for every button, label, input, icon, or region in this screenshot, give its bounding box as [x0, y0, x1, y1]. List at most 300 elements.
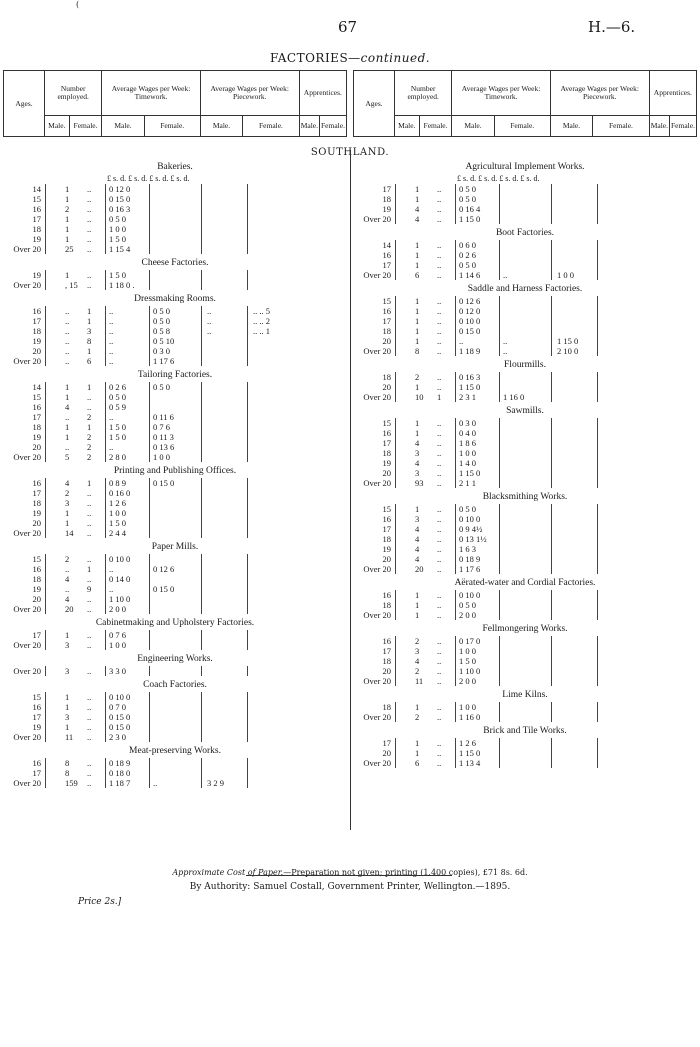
region-heading: SOUTHLAND. [310, 147, 390, 158]
female-count-cell: .. [87, 270, 92, 280]
column-rule [597, 636, 598, 686]
female-count-cell: .. [87, 640, 92, 650]
age-cell: Over 20 [363, 214, 391, 224]
male-count-cell: 1 [65, 508, 70, 518]
female-count-cell: .. [437, 600, 442, 610]
age-cell: 16 [382, 590, 391, 600]
table-section [353, 358, 697, 404]
timework-male-cell: 0 12 0 [459, 306, 481, 316]
male-count-cell: 1 [415, 702, 420, 712]
table-row [353, 418, 697, 428]
column-rule [45, 666, 46, 676]
male-count-cell: 1 [65, 722, 70, 732]
column-rule [499, 702, 500, 722]
timework-male-cell: 1 18 0 . [109, 280, 135, 290]
female-count-cell: .. [87, 702, 92, 712]
column-rule [149, 306, 150, 366]
timework-male-cell: 1 16 0 [459, 712, 481, 722]
table-row [353, 392, 697, 402]
age-cell: Over 20 [363, 478, 391, 488]
column-rule [597, 184, 598, 224]
timework-male-cell: 0 8 9 [109, 478, 126, 488]
male-count-cell: 1 [415, 336, 420, 346]
female-count-cell: .. [87, 722, 92, 732]
column-rule [551, 702, 552, 722]
male-count-cell: .. [65, 346, 70, 356]
column-rule [45, 630, 46, 650]
male-count-cell: 11 [65, 732, 74, 742]
age-cell: 19 [32, 234, 41, 244]
table-row [353, 326, 697, 336]
column-rule [247, 306, 248, 366]
header-number-employed: Number employed. [45, 71, 102, 116]
table-section [353, 724, 697, 770]
male-count-cell: 25 [65, 244, 74, 254]
female-count-cell: .. [87, 528, 92, 538]
age-cell: 19 [382, 544, 391, 554]
table-row [353, 306, 697, 316]
table-section [3, 652, 347, 678]
male-count-cell: 3 [415, 646, 420, 656]
age-cell: 14 [382, 240, 391, 250]
male-count-cell: 2 [65, 554, 70, 564]
female-count-cell: 1 [87, 422, 92, 432]
age-cell: 20 [382, 554, 391, 564]
timework-male-cell: .. [109, 336, 114, 346]
table-row [3, 316, 347, 326]
female-count-cell: .. [437, 666, 442, 676]
column-rule [149, 758, 150, 788]
age-cell: 17 [32, 630, 41, 640]
column-rule [105, 758, 106, 788]
age-cell: 20 [382, 748, 391, 758]
table-row [3, 336, 347, 346]
column-rule [455, 738, 456, 768]
timework-male-cell: 1 5 0 [109, 422, 126, 432]
male-count-cell: 8 [65, 758, 70, 768]
column-rule [149, 478, 150, 538]
column-rule [597, 418, 598, 488]
timework-male-cell: 0 5 0 [459, 504, 476, 514]
piecework-cell: .. [207, 306, 212, 316]
age-cell: 17 [382, 184, 391, 194]
female-count-cell: .. [437, 590, 442, 600]
section-title: Cheese Factories. [141, 258, 209, 268]
table-row [3, 528, 347, 538]
timework-male-cell: 0 12 0 [109, 184, 131, 194]
female-count-cell: .. [437, 346, 442, 356]
age-cell: Over 20 [363, 270, 391, 280]
male-count-cell: 1 [415, 428, 420, 438]
age-cell: 20 [32, 442, 41, 452]
table-row [3, 234, 347, 244]
female-count-cell: .. [87, 234, 92, 244]
female-count-cell: .. [87, 554, 92, 564]
column-rule [455, 184, 456, 224]
column-rule [45, 184, 46, 254]
table-row [353, 758, 697, 768]
male-count-cell: .. [65, 442, 70, 452]
female-count-cell: .. [437, 636, 442, 646]
male-count-cell: 1 [415, 260, 420, 270]
timework-male-cell: 2 0 0 [109, 604, 126, 614]
male-count-cell: 1 [415, 418, 420, 428]
currency-header: £ s. d. £ s. d. £ s. d. £ s. d. [457, 174, 540, 183]
male-count-cell: 4 [415, 534, 420, 544]
female-count-cell: 1 [87, 382, 92, 392]
column-rule [597, 296, 598, 356]
male-count-cell: 1 [65, 692, 70, 702]
table-row [3, 712, 347, 722]
timework-male-cell: 0 17 0 [459, 636, 481, 646]
timework-male-cell: .. [109, 412, 114, 422]
apprentice-cell: .. .. 2 [253, 316, 270, 326]
table-row [353, 600, 697, 610]
age-cell: 18 [32, 574, 41, 584]
timework-male-cell: 1 10 0 [459, 666, 481, 676]
table-row [353, 656, 697, 666]
male-count-cell: 1 [65, 194, 70, 204]
column-rule [105, 270, 106, 290]
table-row [353, 564, 697, 574]
timework-female-cell: 0 5 10 [153, 336, 175, 346]
table-row [353, 372, 697, 382]
timework-male-cell: 0 2 6 [109, 382, 126, 392]
female-count-cell: .. [437, 712, 442, 722]
female-count-cell: .. [87, 518, 92, 528]
column-rule [105, 666, 106, 676]
female-count-cell: .. [437, 544, 442, 554]
column-rule [105, 184, 106, 254]
age-cell: 16 [382, 250, 391, 260]
column-rule [105, 306, 106, 366]
timework-male-cell: 1 18 7 [109, 778, 131, 788]
male-count-cell: .. [65, 316, 70, 326]
male-count-cell: .. [65, 326, 70, 336]
age-cell: 18 [382, 448, 391, 458]
timework-male-cell: .. [109, 584, 114, 594]
table-row [353, 382, 697, 392]
section-title: Boot Factories. [495, 228, 555, 238]
table-section [3, 616, 347, 652]
table-row [353, 676, 697, 686]
age-cell: Over 20 [13, 604, 41, 614]
column-rule [455, 372, 456, 402]
margin-mark: ( [76, 0, 80, 9]
age-cell: 17 [382, 316, 391, 326]
table-section [353, 490, 697, 576]
female-count-cell: .. [437, 296, 442, 306]
timework-female-cell: 0 11 3 [153, 432, 174, 442]
section-title: Agricultural Implement Works. [465, 162, 585, 172]
table-row [353, 702, 697, 712]
age-cell: 17 [32, 768, 41, 778]
male-count-cell: 1 [65, 184, 70, 194]
column-rule [499, 372, 500, 402]
female-count-cell: .. [437, 646, 442, 656]
age-cell: 17 [382, 646, 391, 656]
column-rule [395, 738, 396, 768]
timework-female-cell: .. [503, 270, 508, 280]
age-cell: 16 [32, 564, 41, 574]
age-cell: Over 20 [13, 244, 41, 254]
female-count-cell: 8 [87, 336, 92, 346]
table-row [353, 534, 697, 544]
male-count-cell: 1 [415, 194, 420, 204]
section-title: Engineering Works. [137, 654, 213, 664]
age-cell: 16 [382, 306, 391, 316]
column-rule [395, 184, 396, 224]
male-count-cell: 1 [415, 610, 420, 620]
age-cell: 20 [382, 336, 391, 346]
table-row [3, 478, 347, 488]
header-timework: Average Wages per Week: Timework. [102, 71, 200, 116]
male-count-cell: 2 [415, 712, 420, 722]
timework-male-cell: 0 10 0 [109, 554, 131, 564]
timework-female-cell: .. [153, 778, 158, 788]
timework-female-cell: 0 5 8 [153, 326, 170, 336]
male-count-cell: 2 [65, 488, 70, 498]
male-count-cell: 4 [65, 402, 70, 412]
table-row [353, 590, 697, 600]
age-cell: 15 [382, 296, 391, 306]
age-cell: Over 20 [363, 346, 391, 356]
age-cell: 19 [32, 336, 41, 346]
male-count-cell: 1 [415, 600, 420, 610]
male-count-cell: 1 [415, 382, 420, 392]
timework-female-cell: 0 13 6 [153, 442, 175, 452]
timework-female-cell: 0 5 0 [153, 382, 170, 392]
female-count-cell: .. [87, 392, 92, 402]
timework-male-cell: 1 15 0 [459, 468, 481, 478]
male-count-cell: 20 [415, 564, 424, 574]
column-rule [395, 418, 396, 488]
column-rule [45, 478, 46, 538]
male-count-cell: 5 [65, 452, 70, 462]
column-rule [45, 382, 46, 462]
table-section [3, 744, 347, 790]
female-count-cell: .. [87, 402, 92, 412]
table-header-right: Ages. Number employed. Average Wages per Week: Timework. Average Wages per Week: Piecework. Apprentices. Male. Female. Male. Female. Male. Female. Male. Female. [353, 70, 697, 137]
column-rule [551, 590, 552, 620]
age-cell: 19 [32, 508, 41, 518]
male-count-cell: .. [65, 356, 70, 366]
age-cell: 20 [382, 468, 391, 478]
timework-female-cell: 1 17 6 [153, 356, 175, 366]
male-count-cell: 3 [415, 468, 420, 478]
column-rule [149, 270, 150, 290]
female-count-cell: 2 [87, 412, 92, 422]
column-rule [551, 296, 552, 356]
age-cell: 16 [32, 204, 41, 214]
age-cell: 19 [32, 432, 41, 442]
age-cell: 17 [32, 712, 41, 722]
timework-male-cell: 0 5 0 [109, 392, 126, 402]
section-title: Tailoring Factories. [137, 370, 213, 380]
male-count-cell: .. [65, 336, 70, 346]
timework-male-cell: 1 18 9 [459, 346, 481, 356]
age-cell: 18 [32, 422, 41, 432]
column-rule [201, 554, 202, 614]
timework-male-cell: 1 15 0 [459, 382, 481, 392]
male-count-cell: 6 [415, 270, 420, 280]
age-cell: 18 [32, 498, 41, 508]
currency-header: £ s. d. £ s. d. £ s. d. £ s. d. [107, 174, 190, 183]
table-row [3, 326, 347, 336]
female-count-cell: .. [87, 498, 92, 508]
table-row [353, 646, 697, 656]
table-row [353, 250, 697, 260]
timework-male-cell: 2 3 0 [109, 732, 126, 742]
timework-male-cell: 0 15 0 [109, 712, 131, 722]
age-cell: 14 [32, 184, 41, 194]
female-count-cell: 3 [87, 326, 92, 336]
male-count-cell: 1 [65, 270, 70, 280]
section-title: Coach Factories. [143, 680, 207, 690]
column-rule [201, 758, 202, 788]
male-count-cell: 1 [415, 738, 420, 748]
female-count-cell: .. [87, 594, 92, 604]
column-rule [105, 554, 106, 614]
age-cell: 17 [382, 738, 391, 748]
column-rule [149, 666, 150, 676]
column-rule [201, 630, 202, 650]
section-title: Fellmongering Works. [482, 624, 568, 634]
column-rule [499, 240, 500, 280]
column-rule [499, 738, 500, 768]
column-rule [247, 270, 248, 290]
authority-line: By Authority: Samuel Costall, Government Printer, Wellington.—1895. [189, 882, 511, 892]
male-count-cell: 4 [65, 478, 70, 488]
male-count-cell: 2 [415, 636, 420, 646]
female-count-cell: .. [437, 316, 442, 326]
table-row [3, 402, 347, 412]
timework-male-cell: 0 5 0 [459, 260, 476, 270]
timework-male-cell: 0 18 9 [459, 554, 481, 564]
table-row [353, 610, 697, 620]
male-count-cell: 1 [65, 224, 70, 234]
timework-male-cell: .. [109, 356, 114, 366]
timework-male-cell: 2 3 1 [459, 392, 476, 402]
female-count-cell: .. [437, 458, 442, 468]
female-count-cell: .. [87, 184, 92, 194]
timework-female-cell: .. [503, 336, 508, 346]
column-rule [201, 382, 202, 462]
male-count-cell: 4 [415, 458, 420, 468]
timework-male-cell: 0 3 0 [459, 418, 476, 428]
timework-male-cell: 0 9 4½ [459, 524, 483, 534]
column-rule [105, 630, 106, 650]
age-cell: 14 [32, 382, 41, 392]
timework-male-cell: 0 18 0 [109, 768, 131, 778]
table-section [3, 368, 347, 464]
female-count-cell: .. [437, 204, 442, 214]
male-count-cell: 1 [415, 504, 420, 514]
female-count-cell: 6 [87, 356, 92, 366]
female-count-cell: .. [87, 280, 92, 290]
table-row [3, 640, 347, 650]
female-count-cell: .. [437, 306, 442, 316]
table-section [353, 226, 697, 282]
table-row [353, 514, 697, 524]
column-rule [455, 636, 456, 686]
column-rule [149, 382, 150, 462]
column-rule [149, 630, 150, 650]
timework-male-cell: 3 3 0 [109, 666, 126, 676]
table-row [3, 412, 347, 422]
male-count-cell: 1 [65, 518, 70, 528]
table-row [3, 488, 347, 498]
column-rule [149, 554, 150, 614]
timework-male-cell: 1 0 0 [459, 646, 476, 656]
table-row [3, 204, 347, 214]
table-row [353, 428, 697, 438]
header-ages: Ages. [4, 71, 45, 137]
column-rule [455, 240, 456, 280]
female-count-cell: .. [87, 508, 92, 518]
column-rule [201, 478, 202, 538]
section-title: Lime Kilns. [502, 690, 548, 700]
table-row [3, 778, 347, 788]
table-section [3, 256, 347, 292]
female-count-cell: .. [437, 478, 442, 488]
table-row [3, 452, 347, 462]
timework-male-cell: 0 5 0 [459, 600, 476, 610]
male-count-cell: 10 [415, 392, 424, 402]
timework-male-cell: 1 0 0 [109, 224, 126, 234]
male-count-cell: 2 [65, 204, 70, 214]
age-cell: 19 [32, 270, 41, 280]
table-row [3, 518, 347, 528]
table-row [3, 594, 347, 604]
female-count-cell: 1 [87, 478, 92, 488]
timework-male-cell: 1 2 6 [459, 738, 476, 748]
female-count-cell: .. [87, 214, 92, 224]
section-title: Blacksmithing Works. [482, 492, 568, 502]
left-column [3, 160, 347, 790]
column-rule [395, 702, 396, 722]
timework-male-cell: .. [459, 336, 464, 346]
section-title: Bakeries. [157, 162, 193, 172]
table-row [3, 498, 347, 508]
section-title: Aërated-water and Cordial Factories. [454, 578, 596, 588]
column-rule [45, 306, 46, 366]
table-row [3, 392, 347, 402]
column-rule [395, 372, 396, 402]
age-cell: Over 20 [13, 528, 41, 538]
female-count-cell: .. [87, 204, 92, 214]
table-section [353, 160, 697, 226]
column-rule [455, 418, 456, 488]
table-row [3, 432, 347, 442]
timework-male-cell: 1 10 0 [109, 594, 131, 604]
age-cell: Over 20 [363, 564, 391, 574]
age-cell: Over 20 [363, 676, 391, 686]
column-rule [247, 630, 248, 650]
column-rule [395, 636, 396, 686]
timework-male-cell: 1 13 4 [459, 758, 481, 768]
age-cell: 17 [382, 438, 391, 448]
table-row [3, 768, 347, 778]
cost-note: Approximate Cost of Paper.—Preparation not given; printing (1,400 copies), £71 8s. 6d. [172, 868, 528, 877]
timework-male-cell: 0 4 0 [459, 428, 476, 438]
section-title: Brick and Tile Works. [483, 726, 567, 736]
piecework-cell: 1 0 0 [557, 270, 574, 280]
page-number: 67 [338, 18, 358, 36]
table-row [3, 692, 347, 702]
table-row [353, 346, 697, 356]
male-count-cell: 14 [65, 528, 74, 538]
